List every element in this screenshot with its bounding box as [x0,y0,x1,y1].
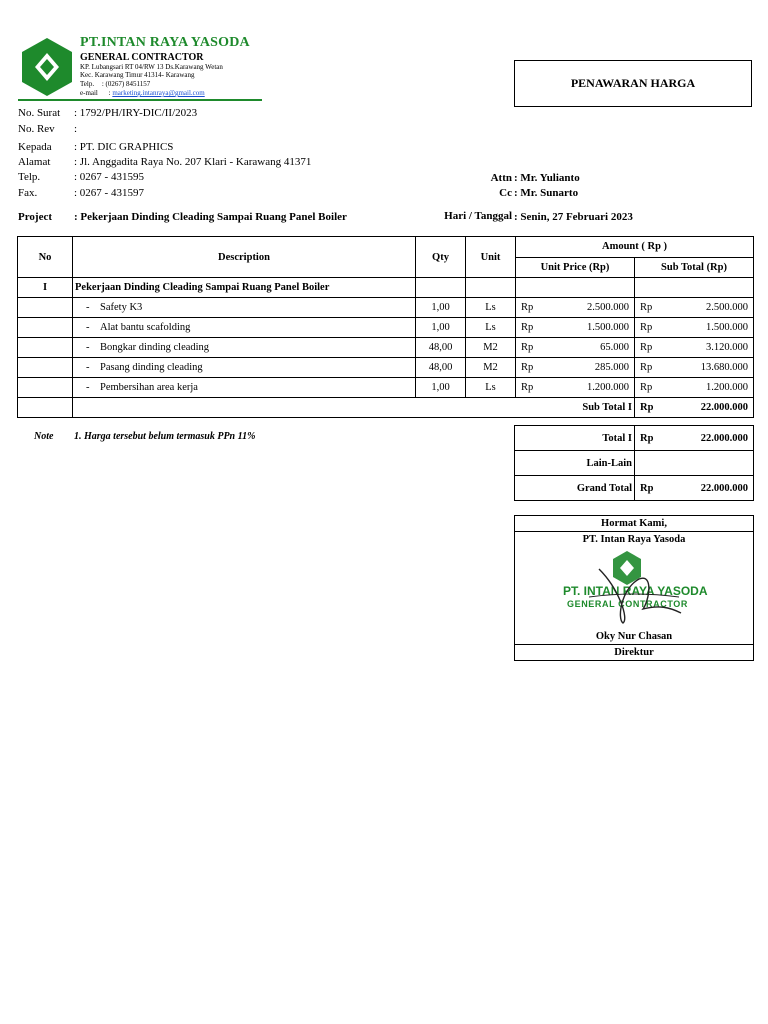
empty-cell [18,358,73,378]
item-price-currency: Rp [521,302,534,313]
table-row [18,378,754,398]
item-total-currency: Rp [640,382,653,393]
company-email-sep: : [108,89,111,97]
header-qty: Qty [416,237,466,278]
summary-total-row [515,426,754,451]
item-dash: - [86,302,90,313]
subtotal-cell [635,398,754,418]
item-dash: - [86,322,90,333]
item-price-currency: Rp [521,382,534,393]
company-name: PT.INTAN RAYA YASODA [80,35,250,50]
empty-cell [18,298,73,318]
item-unit-price [516,378,635,398]
grand-total-cell [635,476,754,501]
header-amount: Amount ( Rp ) [516,237,754,258]
empty-cell [516,278,635,298]
table-row [18,298,754,318]
alamat-value: : Jl. Anggadita Raya No. 207 Klari - Karawang 41371 [74,156,312,168]
item-total-value: 3.120.000 [706,342,749,353]
cc-label: Cc [499,187,512,199]
alamat-label: Alamat [18,156,51,168]
item-unit-price [516,298,635,318]
signature-block [514,515,754,661]
header-unit: Unit [466,237,516,278]
no-surat-value: : 1792/PH/IRY-DIC/II/2023 [74,107,198,119]
header-description: Description [73,237,416,278]
telp-label: Telp. [18,171,41,183]
company-email-link[interactable]: marketing.intanraya@gmail.com [112,89,205,97]
item-sub-total [635,318,754,338]
item-price-value: 2.500.000 [587,302,629,313]
signature-company: PT. Intan Raya Yasoda [515,531,753,547]
table-row [18,318,754,338]
item-description [73,318,416,338]
item-desc-text: Alat bantu scafolding [100,322,191,333]
item-description [73,338,416,358]
date-value: : Senin, 27 Februari 2023 [514,211,633,223]
telp-value: : 0267 - 431595 [74,171,144,183]
empty-cell [416,278,466,298]
signatory-position: Direktur [515,644,753,660]
item-qty: 1,00 [416,298,466,318]
item-description [73,378,416,398]
item-qty: 1,00 [416,318,466,338]
grand-total-currency: Rp [640,482,654,494]
item-qty: 1,00 [416,378,466,398]
table-row [18,338,754,358]
summary-lain-row [515,451,754,476]
company-telp [80,80,150,88]
company-address-line1: KP. Lubangsari RT 04/RW 13 Ds.Karawang Wetan [80,63,223,71]
section-row [18,278,754,298]
subtotal-value: 22.000.000 [700,402,749,413]
item-total-currency: Rp [640,322,653,333]
stamp-subtitle-text: GENERAL CONTRACTOR [567,599,688,609]
company-address-line2: Kec. Karawang Timur 41314- Karawang [80,71,195,79]
company-stamp-icon [559,549,709,629]
item-qty: 48,00 [416,338,466,358]
summary-table [514,425,754,501]
empty-cell [466,278,516,298]
header-sub-total: Sub Total (Rp) [635,257,754,278]
total-currency: Rp [640,432,654,444]
attn-value: : Mr. Yulianto [514,172,580,184]
item-price-value: 1.200.000 [587,382,629,393]
header-divider [18,99,262,101]
item-total-currency: Rp [640,342,653,353]
item-qty: 48,00 [416,358,466,378]
item-desc-text: Safety K3 [100,302,143,313]
item-total-value: 1.200.000 [706,382,749,393]
item-dash: - [86,342,90,353]
header-unit-price: Unit Price (Rp) [516,257,635,278]
subtotal-currency: Rp [640,402,654,413]
date-label: Hari / Tanggal [444,210,512,222]
item-price-currency: Rp [521,362,534,373]
subtotal-label: Sub Total I [73,398,635,418]
empty-cell [635,278,754,298]
item-total-value: 1.500.000 [706,322,749,333]
empty-cell [18,318,73,338]
document-title: PENAWARAN HARGA [514,60,752,107]
company-telp-value: : (0267) 8451157 [101,80,151,88]
table-row [18,358,754,378]
item-dash: - [86,382,90,393]
items-table [17,236,754,418]
section-title: Pekerjaan Dinding Cleading Sampai Ruang Panel Boiler [73,278,416,298]
no-surat-label: No. Surat [18,107,61,119]
company-email-label: e-mail [80,89,98,97]
item-unit: M2 [466,338,516,358]
empty-cell [18,338,73,358]
signature-stamp-area [515,547,753,629]
total-value: 22.000.000 [700,432,748,444]
grand-total-label: Grand Total [515,476,635,501]
fax-label: Fax. [18,187,38,199]
item-dash: - [86,362,90,373]
company-subtitle: GENERAL CONTRACTOR [80,52,204,63]
kepada-value: : PT. DIC GRAPHICS [74,141,174,153]
signature-greeting: Hormat Kami, [601,518,667,529]
signatory-name: Oky Nur Chasan [595,631,673,642]
item-price-value: 1.500.000 [587,322,629,333]
item-unit-price [516,338,635,358]
no-rev-label: No. Rev [18,123,55,135]
header-no: No [18,237,73,278]
item-price-currency: Rp [521,322,534,333]
empty-cell [18,398,73,418]
empty-cell [18,378,73,398]
item-price-value: 65.000 [600,342,629,353]
project-value: : Pekerjaan Dinding Cleading Sampai Ruang Panel Boiler [74,211,347,223]
item-unit: M2 [466,358,516,378]
total-label: Total I [515,426,635,451]
item-description [73,358,416,378]
item-unit-price [516,358,635,378]
company-logo-icon [22,38,72,96]
cc-value: : Mr. Sunarto [514,187,579,199]
fax-value: : 0267 - 431597 [74,187,144,199]
item-sub-total [635,338,754,358]
lain-lain-label: Lain-Lain [515,451,635,476]
item-sub-total [635,378,754,398]
item-description [73,298,416,318]
company-telp-label: Telp. [80,80,95,88]
no-rev-value: : [74,123,78,135]
item-total-currency: Rp [640,302,653,313]
project-label: Project [18,211,52,223]
company-email-line [80,89,205,97]
item-desc-text: Pembersihan area kerja [100,382,198,393]
section-no: I [18,278,73,298]
total-cell [635,426,754,451]
item-unit: Ls [466,378,516,398]
item-unit: Ls [466,318,516,338]
note-label: Note [34,431,54,442]
item-unit: Ls [466,298,516,318]
item-total-value: 2.500.000 [706,302,749,313]
item-total-currency: Rp [640,362,653,373]
item-total-value: 13.680.000 [700,362,749,373]
item-sub-total [635,298,754,318]
kepada-label: Kepada [18,141,52,153]
stamp-company-text: PT. INTAN RAYA YASODA [563,584,708,598]
item-price-value: 285.000 [594,362,629,373]
attn-label: Attn [490,172,512,184]
note-text: 1. Harga tersebut belum termasuk PPn 11% [74,431,256,442]
lain-lain-value [635,451,754,476]
item-unit-price [516,318,635,338]
item-sub-total [635,358,754,378]
grand-total-value: 22.000.000 [700,482,748,494]
item-desc-text: Pasang dinding cleading [100,362,203,373]
summary-grand-row [515,476,754,501]
item-desc-text: Bongkar dinding cleading [100,342,210,353]
subtotal-row [18,398,754,418]
item-price-currency: Rp [521,342,534,353]
